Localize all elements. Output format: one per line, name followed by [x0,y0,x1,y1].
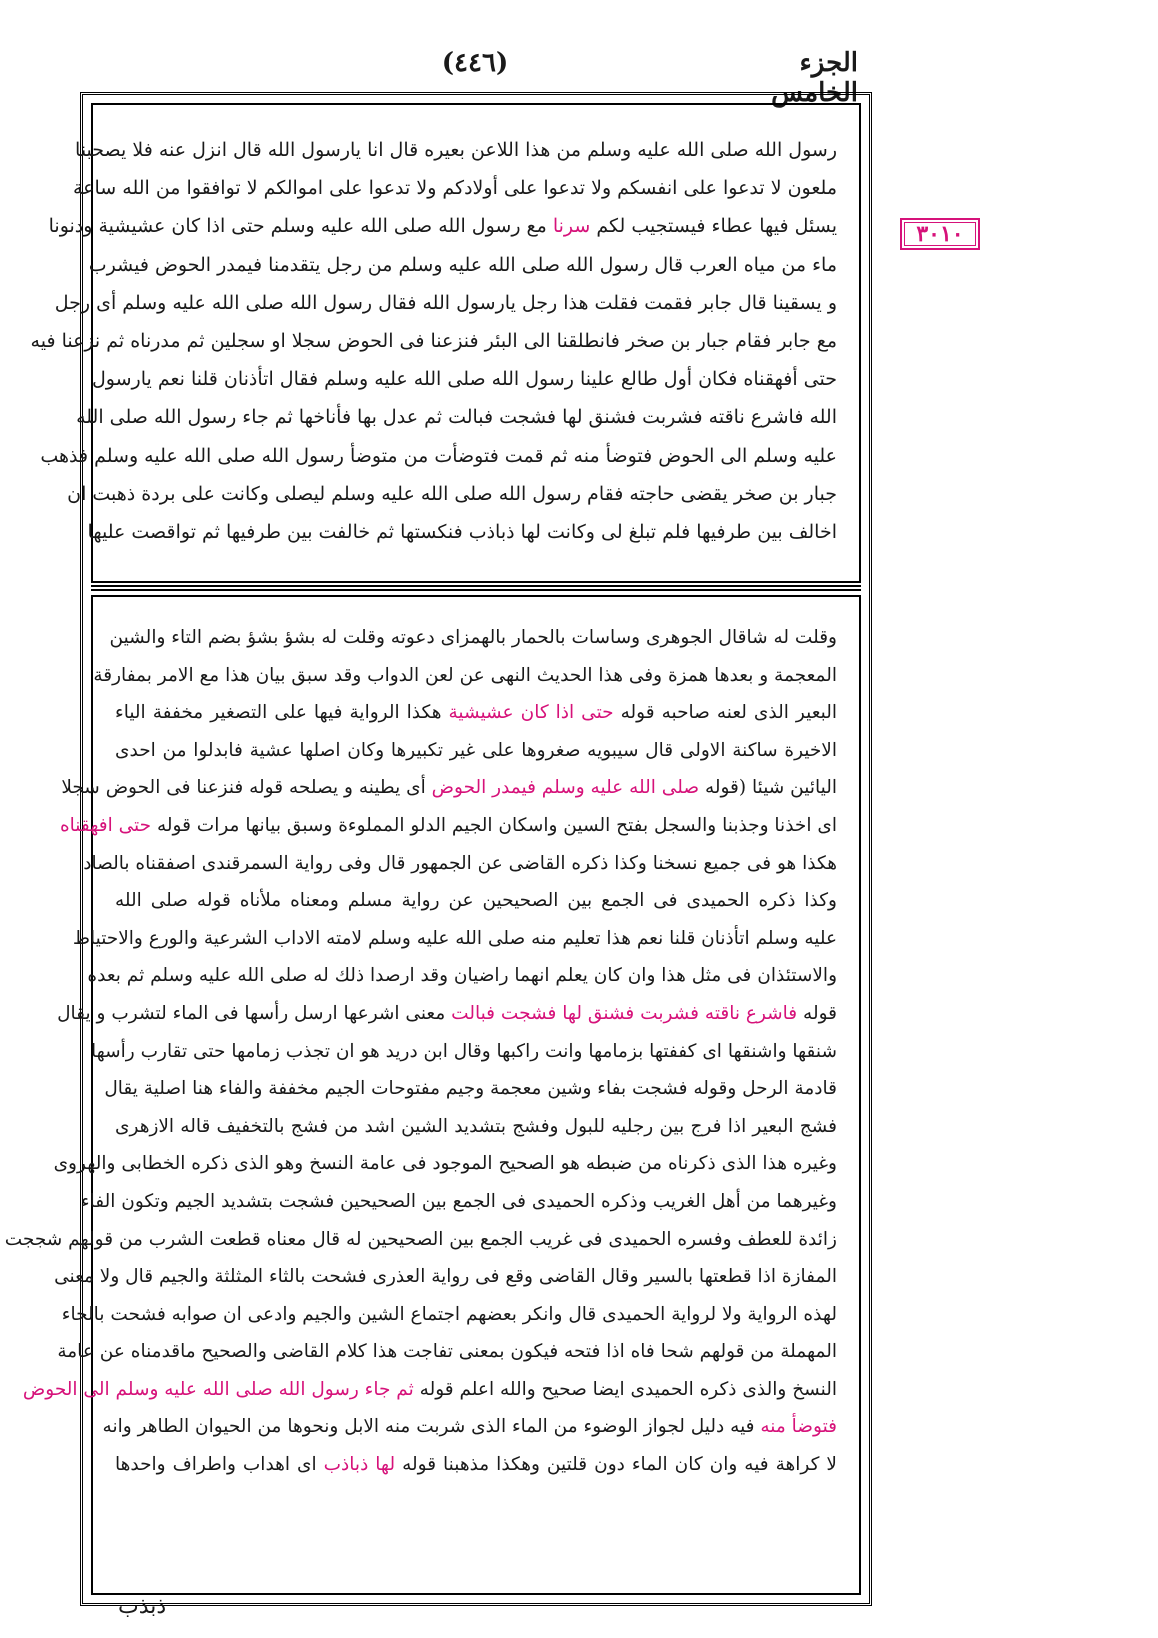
hadith-line: جبار بن صخر يقضى حاجته فقام رسول الله صلى الله عليه وسلم ليصلى وكانت على بردة ذهبت ان [67,482,837,505]
hadith-line: يسئل فيها عطاء فيستجيب لكم سرنا مع رسول الله صلى الله عليه وسلم حتى اذا كان عشيشية ودنونا [48,215,837,238]
highlighted-phrase: حتى اذا كان عشيشية [448,702,614,724]
highlighted-phrase: سرنا [552,215,591,238]
highlighted-phrase: فاشرع ناقته فشربت فشنق لها فشجت فبالت [451,1002,798,1024]
section-divider [91,585,861,591]
commentary-text [4,619,837,1484]
commentary-line: اليائين شيئا (قوله صلى الله عليه وسلم فيمدر الحوض أى يطينه و يصلحه قوله فنزعنا فى الحوض سجلا [61,777,837,799]
commentary-line: المهملة من قولهم شحا فاه اذا فتحه فيكون بمعنى تفاجت هذا كلام القاضى والصحيح ماقدمناه عن عامة [57,1341,837,1363]
commentary-line: والاستئذان فى مثل هذا وان كان يعلم انهما راضيان وقد ارصدا ذلك له صلى الله عليه وسلم ثم بعده [87,965,837,987]
running-header-part: الجزء الخامس [771,48,858,108]
highlighted-phrase: ثم جاء رسول الله صلى الله عليه وسلم الى الحوض [22,1378,414,1400]
highlighted-phrase: فتوضأ منه [760,1416,837,1438]
commentary-line: المفازة اذا قطعتها بالسير وقال القاضى وقع فى رواية العذرى فشحت بالثاء المثلثة والجيم قال ولا معنى [54,1266,837,1288]
commentary-line: الاخيرة ساكنة الاولى قال سيبويه صغروها على غير تكبيرها وكان اصلها عشية فابدلوا من احدى [115,739,837,761]
commentary-line: عليه وسلم اتأذنان قلنا نعم هذا تعليم منه صلى الله عليه وسلم لامته الاداب الشرعية والورع والاحتياط [72,927,837,949]
page-frame [4,92,872,1606]
commentary-line: هكذا هو فى جميع نسخنا وكذا ذكره القاضى عن الجمهور قال وفى رواية السمرقندى اصفقناه بالصاد [83,852,837,874]
commentary-line: اى اخذنا وجذبنا والسجل بفتح السين واسكان الجيم الدلو المملوءة وسبق بيانها مرات قوله حتى افهقناه [59,814,837,836]
commentary-line: وغيرهما من أهل الغريب وذكره الحميدى فى الجمع بين الصحيحين فشجت بتشديد الجيم وتكون الفاء [80,1190,837,1212]
commentary-line: لهذه الرواية ولا لرواية الحميدى قال وانكر بعضهم اجتماع الشين والجيم وادعى ان صوابه فشحت بالحاء [61,1303,837,1325]
hadith-line: حتى أفهقناه فكان أول طالع علينا رسول الله صلى الله عليه وسلم فقال اتأذنان قلنا نعم يارسول [92,368,837,391]
hadith-line: و يسقينا قال جابر فقمت فقلت هذا رجل يارسول الله فقال رسول الله صلى الله عليه وسلم أى رجل [54,291,837,314]
hadith-line: عليه وسلم الى الحوض فتوضأ منه ثم قمت فتوضأت من متوضأ رسول الله صلى الله عليه وسلم فذهب [40,444,837,467]
commentary-line: قوله فاشرع ناقته فشربت فشنق لها فشجت فبالت معنى اشرعها ارسل رأسها فى الماء لتشرب و يقال [57,1002,837,1024]
hadith-text-box [30,103,861,583]
highlighted-phrase: لها ذباذب [323,1454,396,1476]
commentary-line: وغيره هذا الذى ذكرناه من ضبطه هو الصحيح الموجود فى عامة النسخ وهو الذى ذكره الخطابى والهروى [53,1153,837,1175]
hadith-text [30,131,837,551]
commentary-line: فشج البعير اذا فرج بين رجليه للبول وفشج بتشديد الشين اشد من فشج بالتخفيف قاله الازهرى [115,1115,837,1137]
commentary-line: وكذا ذكره الحميدى فى الجمع بين الصحيحين عن رواية مسلم ومعناه ملأناه قوله صلى الله [115,890,837,912]
hadith-line: اخالف بين طرفيها فلم تبلغ لى وكانت لها ذباذب فنكستها ثم خالفت بين طرفيها ثم تواقصت عليها [87,521,837,544]
commentary-line: المعجمة و بعدها همزة وفى هذا الحديث النهى عن لعن الدواب وقد سبق بيان هذا مع الامر بمفارقة [93,664,837,686]
hadith-number-badge: ٣٠١٠ [900,218,980,250]
highlighted-phrase: صلى الله عليه وسلم فيمدر الحوض [431,777,700,799]
commentary-line: وقلت له شاقال الجوهرى وساسات بالحمار بالهمزاى دعوته وقلت له بشؤ بشؤ بضم التاء والشين [109,627,837,648]
commentary-line: البعير الذى لعنه صاحبه قوله حتى اذا كان عشيشية هكذا الرواية فيها على التصغير مخففة الياء [115,702,837,724]
highlighted-phrase: حتى افهقناه [59,814,152,836]
commentary-line: فتوضأ منه فيه دليل لجواز الوضوء من الماء الذى شربت منه الابل ونحوها من الحيوان الطاهر وانه [102,1416,837,1438]
commentary-line: شنقها واشنقها اى كففتها بزمامها وانت راكبها وقال ابن دريد هو ان تجذب زمامها حتى تقارب رأسها [91,1040,837,1062]
commentary-line: النسخ والذى ذكره الحميدى ايضا صحيح والله اعلم قوله ثم جاء رسول الله صلى الله عليه وسلم الى الحوض [22,1378,837,1400]
page-number: (٤٤٦) [441,48,509,78]
hadith-line: مع جابر فقام جبار بن صخر فانطلقنا الى البئر فنزعنا فى الحوض سجلا او سجلين ثم مدرناه ثم نزعنا فيه [30,330,837,353]
hadith-line: ملعون لا تدعوا على انفسكم ولا تدعوا على أولادكم ولا تدعوا على اموالكم لا توافقوا من الله ساعة [72,177,837,200]
commentary-line: قادمة الرحل وقوله فشجت بفاء وشين معجمة وجيم مفتوحات الجيم مخففة والفاء هنا اصلية يقال [104,1078,837,1100]
hadith-line: الله فاشرع ناقته فشربت فشنق لها فشجت فبالت ثم عدل بها فأناخها ثم جاء رسول الله صلى الله [76,406,837,429]
hadith-line: ماء من مياه العرب قال رسول الله صلى الله عليه وسلم من رجل يتقدمنا فيمدر الحوض فيشرب [88,253,837,276]
commentary-line: زائدة للعطف وفسره الحميدى فى غريب الجمع بين الصحيحين له قال معناه قطعت الشرب من قولهم شججت [4,1228,837,1250]
commentary-box [4,595,861,1595]
commentary-line: لا كراهة فيه وان كان الماء دون قلتين وهكذا مذهبنا قوله لها ذباذب اى اهداب واطراف واحدها [115,1454,837,1476]
catchword: ذبذب [118,1594,167,1619]
hadith-line: رسول الله صلى الله عليه وسلم من هذا اللاعن بعيره قال انا يارسول الله قال انزل عنه فلا يصحبنا [75,139,837,161]
